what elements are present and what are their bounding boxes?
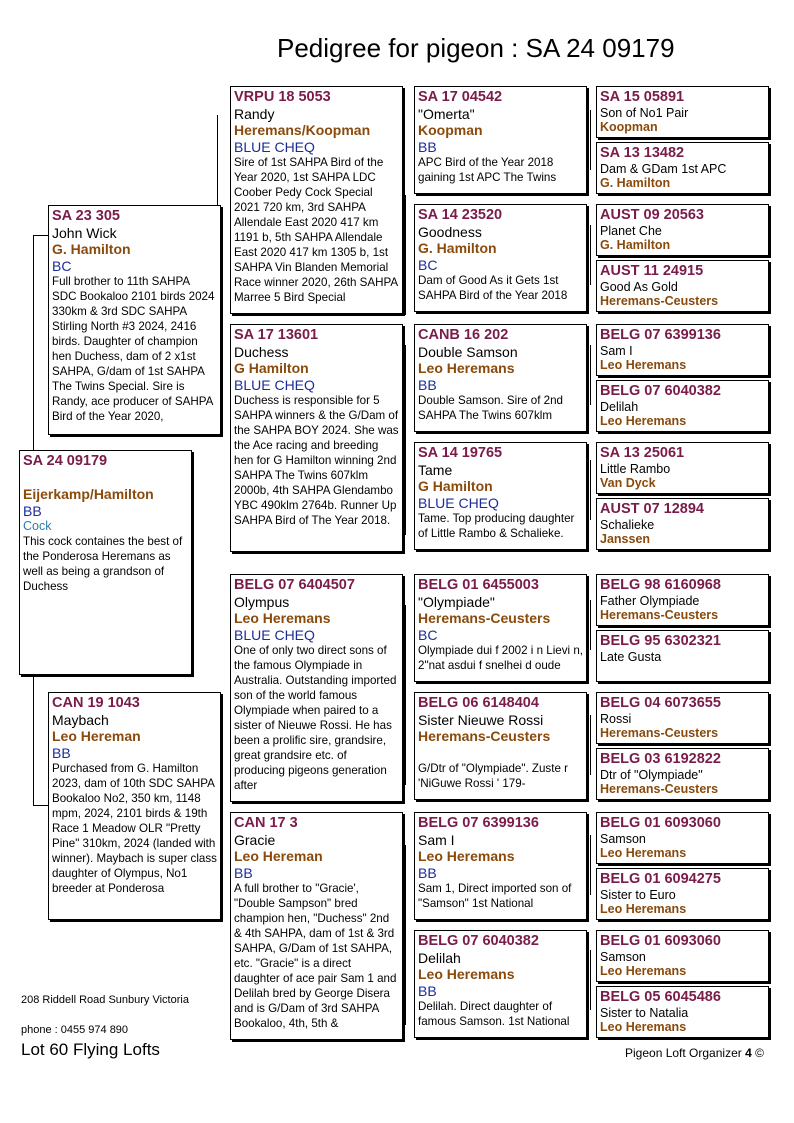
breeder: Leo Heremans xyxy=(600,846,687,860)
gen4-card-5[interactable] xyxy=(596,324,769,376)
breeder: G. Hamilton xyxy=(600,176,671,190)
page-title: Pedigree for pigeon : SA 24 09179 xyxy=(277,33,675,63)
gen4-card-7[interactable] xyxy=(596,442,769,494)
ring-number: BELG 07 6040382 xyxy=(600,383,721,399)
breeder: Heremans-Ceusters xyxy=(418,728,551,744)
granddam-maternal-card[interactable] xyxy=(230,812,403,1040)
gen4-card-9[interactable] xyxy=(596,574,769,626)
granddam-paternal-card[interactable] xyxy=(230,324,403,552)
breeder: Heremans-Ceusters xyxy=(600,782,719,796)
pigeon-name: Olympus xyxy=(234,594,290,610)
breeder: Heremans-Ceusters xyxy=(600,726,719,740)
grandsire-maternal-card[interactable] xyxy=(230,574,403,802)
breeder: Koopman xyxy=(418,122,483,138)
pigeon-name: Father Olympiade xyxy=(600,594,700,608)
breeder: Leo Heremans xyxy=(600,902,687,916)
subject-pigeon-card[interactable] xyxy=(19,450,192,675)
breeder: Leo Heremans xyxy=(600,964,687,978)
connector-line xyxy=(33,805,48,806)
pigeon-name: Duchess xyxy=(234,344,289,360)
colour xyxy=(418,745,583,761)
colour: BB xyxy=(23,503,42,519)
ring-number: BELG 07 6399136 xyxy=(600,327,721,343)
gen4-card-14[interactable] xyxy=(596,868,769,920)
connector-line xyxy=(405,195,406,315)
pigeon-name xyxy=(23,470,188,486)
ring-number: SA 15 05891 xyxy=(600,89,685,105)
pigeon-name: Late Gusta xyxy=(600,650,662,664)
breeder: G. Hamilton xyxy=(600,238,671,252)
pigeon-name: Dtr of "Olympiade" xyxy=(600,768,703,782)
connector-line xyxy=(33,235,48,236)
ring-number: BELG 05 6045486 xyxy=(600,989,721,1005)
breeder: Leo Heremans xyxy=(600,1020,687,1034)
connector-line xyxy=(590,600,591,650)
notes: Double Samson. Sire of 2nd SAHPA The Twins 607klm xyxy=(418,394,564,422)
ring-number: BELG 07 6399136 xyxy=(418,815,539,831)
ring-number: CANB 16 202 xyxy=(418,327,509,343)
sire-card[interactable] xyxy=(48,205,221,435)
colour: BLUE CHEQ xyxy=(418,495,499,511)
gen4-card-4[interactable] xyxy=(596,260,769,312)
loft-address: 208 Riddell Road Sunbury Victoria xyxy=(21,994,189,1006)
connector-line xyxy=(33,235,34,450)
pigeon-name: Good As Gold xyxy=(600,280,678,294)
notes: Sam 1, Direct imported son of "Samson" 1st National xyxy=(418,882,572,910)
gen3-card-5[interactable] xyxy=(414,574,587,682)
ring-number: SA 13 25061 xyxy=(600,445,685,461)
notes: Dam of Good As it Gets 1st SAHPA Bird of the Year 2018 xyxy=(418,274,568,302)
notes: APC Bird of the Year 2018 gaining 1st APC The Twins xyxy=(418,156,557,184)
ring-number: SA 17 13601 xyxy=(234,327,319,343)
dam-card[interactable] xyxy=(48,692,221,920)
gen4-card-12[interactable] xyxy=(596,748,769,800)
breeder: Heremans-Ceusters xyxy=(600,608,719,622)
ring-number: BELG 01 6093060 xyxy=(600,933,721,949)
gen4-card-3[interactable] xyxy=(596,204,769,256)
breeder: Leo Heremans xyxy=(418,966,515,982)
ring-number: SA 14 23520 xyxy=(418,207,503,223)
colour: BB xyxy=(418,983,437,999)
breeder: Leo Heremans xyxy=(418,360,515,376)
ring-number: CAN 17 3 xyxy=(234,815,298,831)
pigeon-name: John Wick xyxy=(52,225,117,241)
ring-number: SA 23 305 xyxy=(52,208,120,224)
pigeon-name: Double Samson xyxy=(418,344,518,360)
gen3-card-6[interactable] xyxy=(414,692,587,800)
colour: BB xyxy=(418,865,437,881)
breeder: Leo Hereman xyxy=(52,728,141,744)
connector-line xyxy=(405,345,406,535)
gen4-card-11[interactable] xyxy=(596,692,769,744)
connector-line xyxy=(405,605,406,785)
breeder: Leo Heremans xyxy=(600,414,687,428)
pigeon-name: Rossi xyxy=(600,712,632,726)
colour: BLUE CHEQ xyxy=(234,627,315,643)
notes: This cock containes the best of the Ponderosa Heremans as well as being a grandson of Duchess xyxy=(23,535,183,593)
colour: BB xyxy=(418,377,437,393)
ring-number: BELG 01 6455003 xyxy=(418,577,539,593)
colour: BB xyxy=(234,865,253,881)
breeder: Heremans-Ceusters xyxy=(418,610,551,626)
gen3-card-8[interactable] xyxy=(414,930,587,1038)
notes: A full brother to "Gracie', "Double Sampson" bred champion hen, "Duchess" 2nd & 4th SAHPA, dam of 1st & 3rd SAHPA, G/Dam of 1st SAHPA, etc. "Gracie" is a direct daughter of ace pair Sam 1 and Delilah bred by George Disera and is G/Dam of 3rd SAHPA Bookaloo, 4th, 5th & xyxy=(234,882,397,1030)
colour: BLUE CHEQ xyxy=(234,377,315,393)
pigeon-name: Schalieke xyxy=(600,518,655,532)
gen3-card-4[interactable] xyxy=(414,442,587,550)
ring-number: SA 17 04542 xyxy=(418,89,503,105)
connector-line xyxy=(590,835,591,895)
connector-line xyxy=(590,950,591,1010)
breeder: G Hamilton xyxy=(234,360,309,376)
pigeon-name: Samson xyxy=(600,832,646,846)
ring-number: SA 14 19765 xyxy=(418,445,503,461)
notes: Duchess is responsible for 5 SAHPA winners & the G/Dam of the SAHPA BOY 2024. She was the Ace racing and breeding hen for G Hamilton winning 2nd SAHPA The Twins 607klm 2000b, 4th SAHPA Glendambo YBC 490klm 2764b. Runner Up SAHPA Bird of The Year 2018. xyxy=(234,394,399,527)
notes: Sire of 1st SAHPA Bird of the Year 2020, 1st SAHPA LDC Coober Pedy Cock Special 2021 720 km, 3rd SAHPA Allendale East 2020 417 km 1191 b, 5th SAHPA Allendale East 2020 417 km 1305 b, 1st SAHPA Vin Blanden Memorial Race winner 2020, 26th SAHPA Marree 5 Bird Special xyxy=(234,156,398,304)
breeder: Leo Hereman xyxy=(234,848,323,864)
software-version: 4 xyxy=(745,1046,752,1060)
breeder: Van Dyck xyxy=(600,476,656,490)
pigeon-name: Delilah xyxy=(418,950,461,966)
breeder: Leo Heremans xyxy=(600,358,687,372)
grandsire-paternal-card[interactable] xyxy=(230,86,403,314)
ring-number: AUST 11 24915 xyxy=(600,263,704,279)
connector-line xyxy=(33,675,34,805)
notes: Purchased from G. Hamilton 2023, dam of 10th SDC SAHPA Bookaloo No2, 350 km, 1148 mpm, 2024, 2101 birds & 19th Race 1 Meadow OLR "Pretty Pine" 310km, 2024 (landed with winner). Maybach is super class daughter of Olympus, No1 breeder at Ponderosa xyxy=(52,762,217,895)
connector-line xyxy=(590,460,591,520)
ring-number: SA 13 13482 xyxy=(600,145,685,161)
pigeon-name: Sister Nieuwe Rossi xyxy=(418,712,544,728)
colour: BC xyxy=(418,627,438,643)
pigeon-name: Sister to Natalia xyxy=(600,1006,689,1020)
connector-line xyxy=(590,345,591,405)
loft-name: Lot 60 Flying Lofts xyxy=(21,1040,160,1059)
ring-number: BELG 04 6073655 xyxy=(600,695,721,711)
colour: BC xyxy=(418,257,438,273)
breeder: Janssen xyxy=(600,532,651,546)
pigeon-name: "Omerta" xyxy=(418,106,475,122)
connector-line xyxy=(590,715,591,775)
colour: BB xyxy=(52,745,71,761)
notes: Tame. Top producing daughter of Little Rambo & Schalieke. xyxy=(418,512,575,540)
pigeon-name: Maybach xyxy=(52,712,109,728)
ring-number: BELG 95 6302321 xyxy=(600,633,721,649)
pigeon-name: Planet Che xyxy=(600,224,662,238)
loft-phone: phone : 0455 974 890 xyxy=(21,1024,129,1036)
pigeon-name: Sam I xyxy=(418,832,455,848)
breeder: G. Hamilton xyxy=(52,241,131,257)
software-name: Pigeon Loft Organizer xyxy=(625,1046,742,1060)
breeder: Leo Heremans xyxy=(234,610,331,626)
ring-number: SA 24 09179 xyxy=(23,453,108,469)
software-credit xyxy=(625,1046,764,1060)
copyright-icon: © xyxy=(755,1046,764,1060)
gen4-card-15[interactable] xyxy=(596,930,769,982)
ring-number: AUST 09 20563 xyxy=(600,207,704,223)
colour: BLUE CHEQ xyxy=(234,139,315,155)
breeder: Eijerkamp/Hamilton xyxy=(23,486,154,502)
ring-number: BELG 06 6148404 xyxy=(418,695,539,711)
ring-number: BELG 01 6093060 xyxy=(600,815,721,831)
pigeon-name: Samson xyxy=(600,950,646,964)
colour: BB xyxy=(418,139,437,155)
breeder: Leo Heremans xyxy=(418,848,515,864)
gen4-card-13[interactable] xyxy=(596,812,769,864)
pigeon-name: Delilah xyxy=(600,400,639,414)
pigeon-name: Gracie xyxy=(234,832,276,848)
connector-line xyxy=(590,110,591,170)
notes: One of only two direct sons of the famous Olympiade in Australia. Outstanding imported son of the world famous Olympiade when paired to a sister of Nieuwe Rossi. He has been a prolific sire, grandsire, great grandsire etc. of producing pigeons generation after xyxy=(234,644,397,792)
gen4-card-10[interactable] xyxy=(596,630,769,682)
gen3-card-7[interactable] xyxy=(414,812,587,920)
ring-number: BELG 07 6404507 xyxy=(234,577,355,593)
pigeon-name: Randy xyxy=(234,106,275,122)
ring-number: CAN 19 1043 xyxy=(52,695,140,711)
notes: Delilah. Direct daughter of famous Samson. 1st National xyxy=(418,1000,570,1028)
notes: G/Dtr of "Olympiade". Zuste r 'NiGuwe Rossi ' 179- xyxy=(418,762,568,790)
gen3-card-2[interactable] xyxy=(414,204,587,312)
gen4-card-2[interactable] xyxy=(596,142,769,194)
breeder: Heremans-Ceusters xyxy=(600,294,719,308)
pigeon-name: Goodness xyxy=(418,224,482,240)
connector-line xyxy=(405,845,406,1025)
breeder: Koopman xyxy=(600,120,658,134)
ring-number: BELG 01 6094275 xyxy=(600,871,721,887)
ring-number: BELG 98 6160968 xyxy=(600,577,721,593)
ring-number: AUST 07 12894 xyxy=(600,501,704,517)
breeder: G. Hamilton xyxy=(418,240,497,256)
ring-number: BELG 07 6040382 xyxy=(418,933,539,949)
gen4-card-1[interactable] xyxy=(596,86,769,138)
notes: Full brother to 11th SAHPA SDC Bookaloo 2101 birds 2024 330km & 3rd SDC SAHPA Stirling North #3 2024, 2416 birds. Daughter of champion hen Duchess, dam of 2 x1st SAHPA, G/dam of 1st SAHPA The Twins Special. Sire is Randy, ace producer of SAHPA Bird of the Year 2020, xyxy=(52,275,215,423)
pigeon-name: Dam & GDam 1st APC xyxy=(600,162,727,176)
ring-number: VRPU 18 5053 xyxy=(234,89,331,105)
pigeon-name: Sister to Euro xyxy=(600,888,676,902)
pigeon-name: Son of No1 Pair xyxy=(600,106,689,120)
pigeon-name: "Olympiade" xyxy=(418,594,495,610)
connector-line xyxy=(590,225,591,285)
gen4-card-16[interactable] xyxy=(596,986,769,1038)
notes: Olympiade dui f 2002 i n Lievi n, 2"nat asdui f snelhei d oude xyxy=(418,644,583,672)
colour: BC xyxy=(52,258,72,274)
breeder: G Hamilton xyxy=(418,478,493,494)
gen4-card-8[interactable] xyxy=(596,498,769,550)
gen4-card-6[interactable] xyxy=(596,380,769,432)
gen3-card-3[interactable] xyxy=(414,324,587,432)
ring-number: BELG 03 6192822 xyxy=(600,751,721,767)
gen3-card-1[interactable] xyxy=(414,86,587,194)
pigeon-name: Tame xyxy=(418,462,453,478)
breeder: Heremans/Koopman xyxy=(234,122,371,138)
pigeon-name: Little Rambo xyxy=(600,462,671,476)
pigeon-name: Sam I xyxy=(600,344,633,358)
sex: Cock xyxy=(23,519,52,533)
